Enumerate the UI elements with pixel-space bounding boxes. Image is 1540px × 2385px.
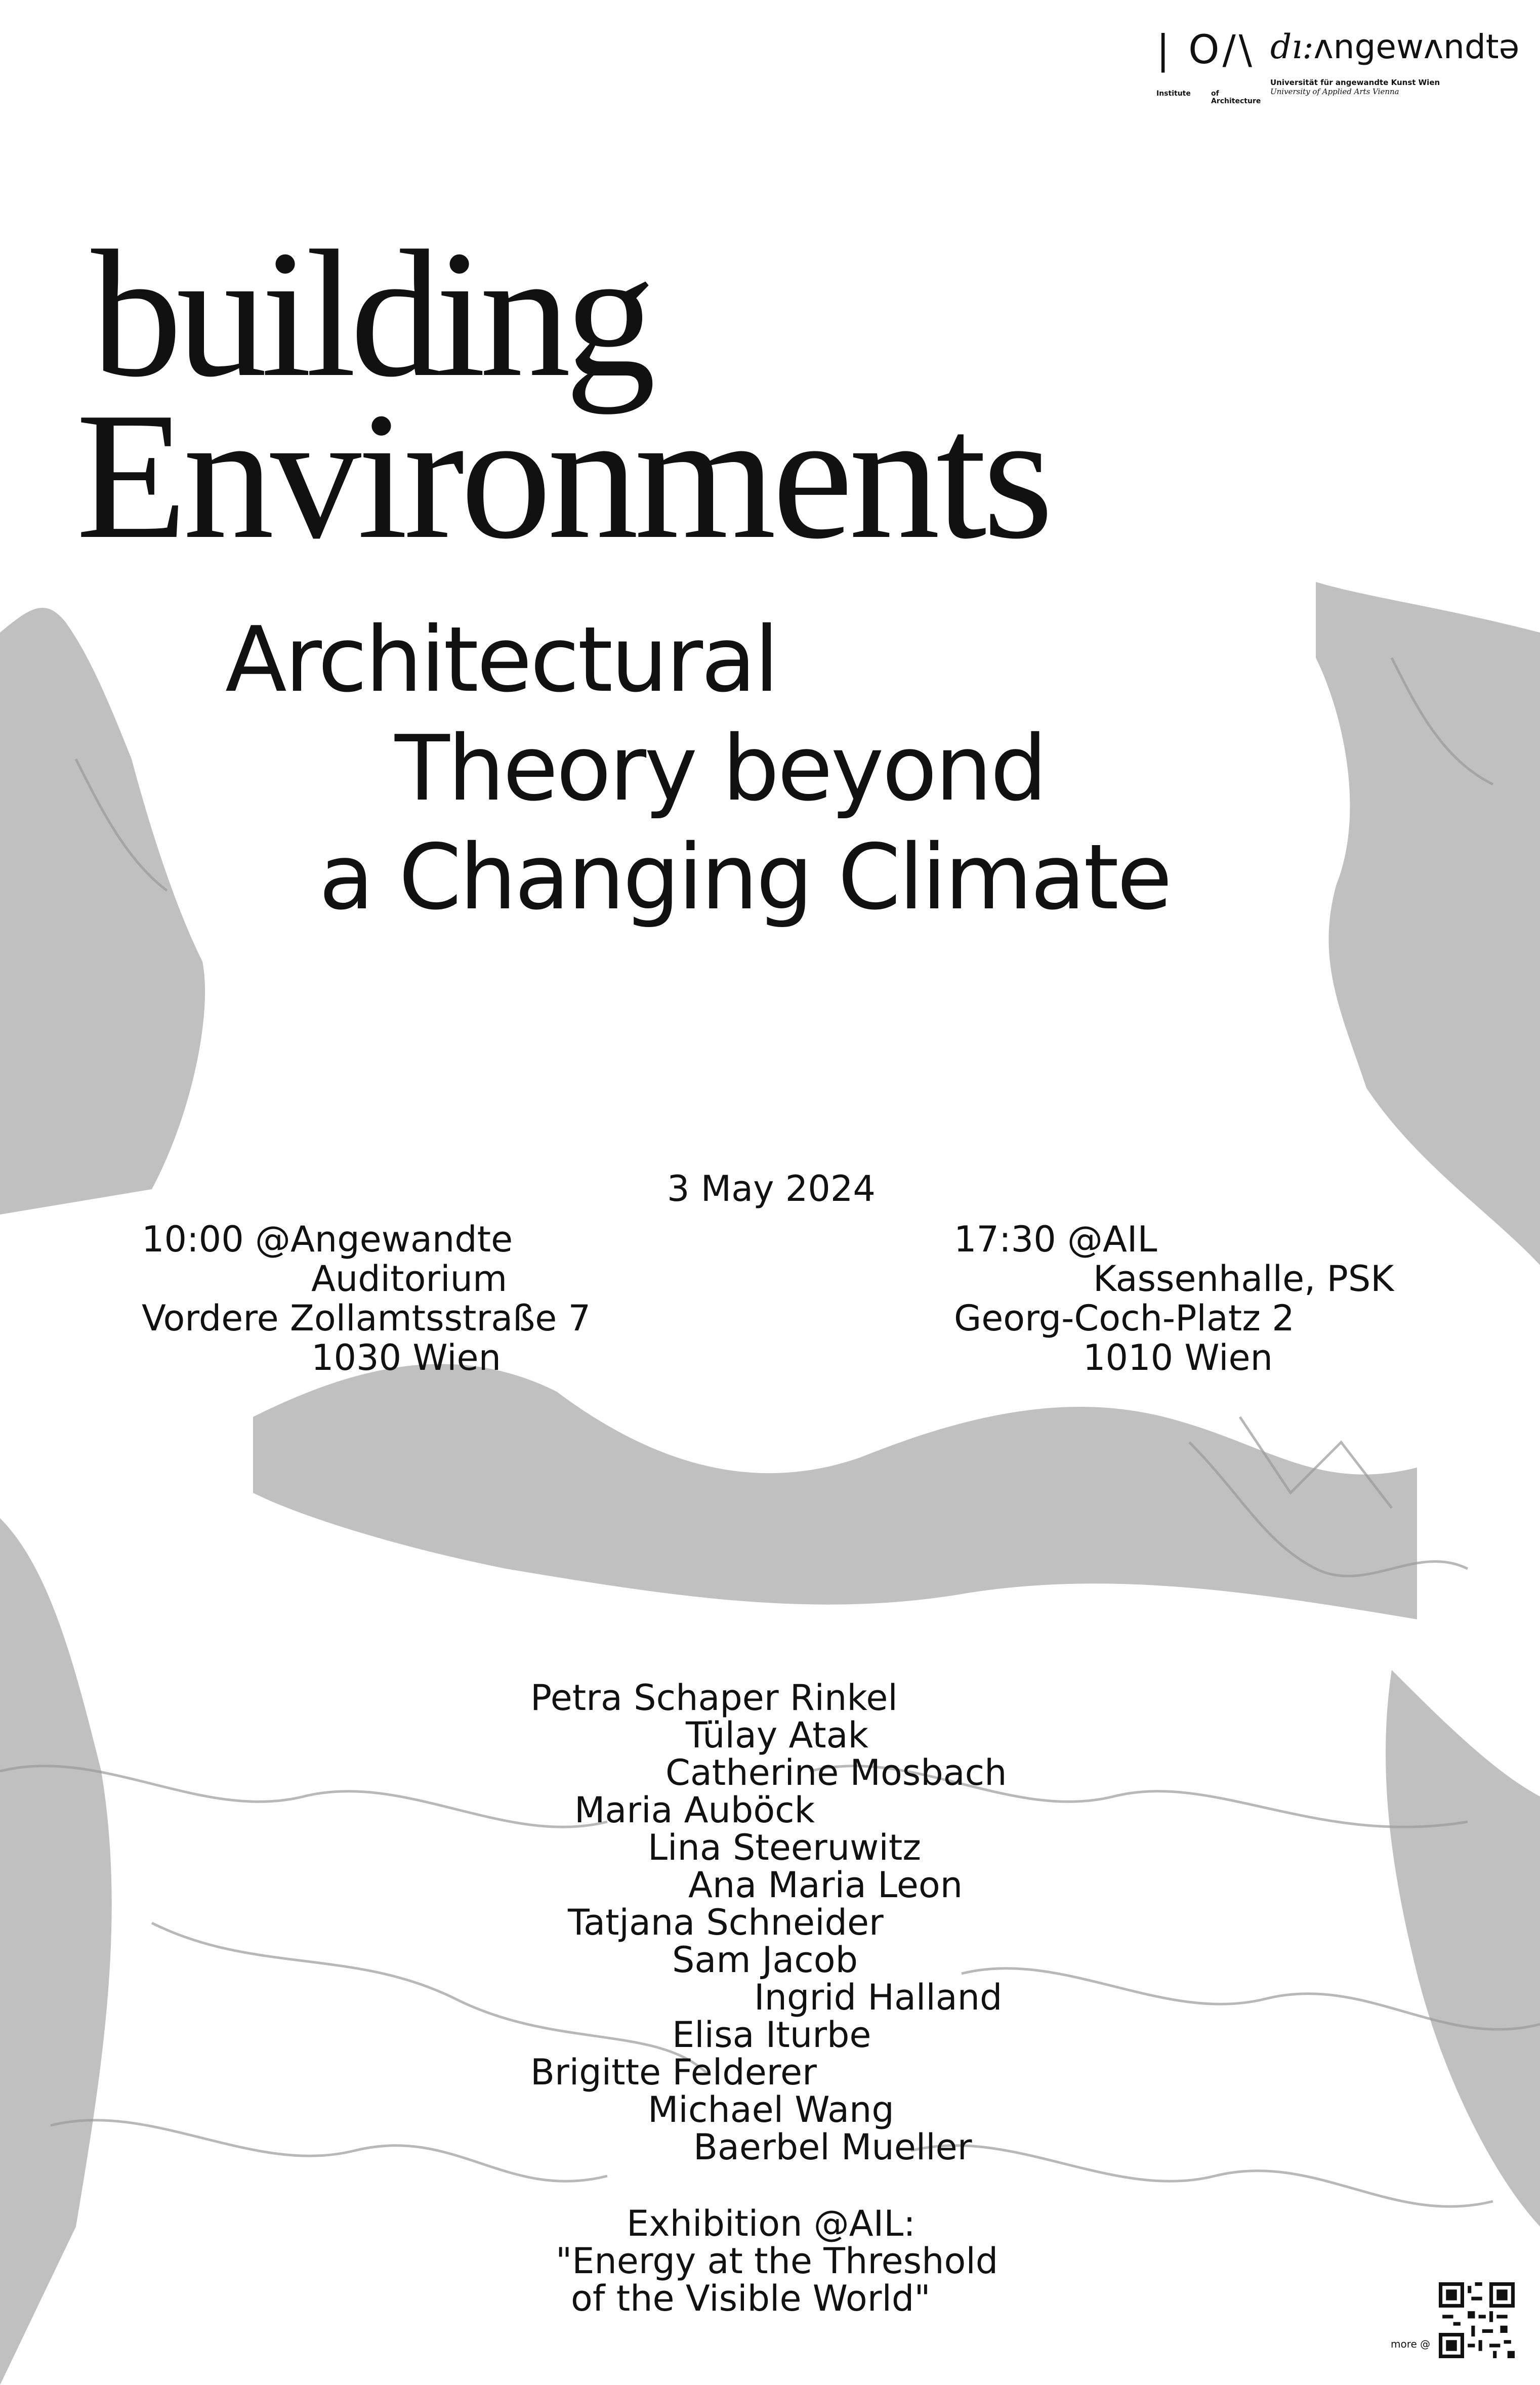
- event-date: 3 May 2024: [667, 1168, 876, 1209]
- venue-right-time: 17:30 @AIL: [954, 1219, 1157, 1260]
- angewandte-logo: [1270, 27, 1523, 116]
- subtitle-line-2: Theory beyond: [395, 716, 1046, 821]
- exhibition-line-2: "Energy at the Threshold: [556, 2240, 998, 2282]
- ioa-logo-mark: | O/\: [1156, 27, 1256, 73]
- speaker-name: Brigitte Felderer: [530, 2052, 817, 2093]
- speaker-name: Ana Maria Leon: [688, 1864, 963, 1906]
- speaker-name: Sam Jacob: [672, 1939, 858, 1981]
- speaker-name: Lina Steeruwitz: [648, 1827, 922, 1868]
- angewandte-subtitle-en: University of Applied Arts Vienna: [1270, 87, 1399, 96]
- speaker-name: Catherine Mosbach: [665, 1752, 1007, 1793]
- speaker-name: Maria Auböck: [574, 1789, 815, 1831]
- qr-code[interactable]: [1439, 2282, 1515, 2358]
- ioa-logo-subtitle-right: [1211, 90, 1261, 106]
- institute-of-architecture-logo: [1156, 27, 1273, 116]
- title-building: building: [91, 213, 650, 414]
- ioa-logo-sub-of: of: [1211, 90, 1219, 98]
- speaker-name: Petra Schaper Rinkel: [530, 1677, 898, 1719]
- speaker-name: Ingrid Halland: [754, 1977, 1003, 2018]
- speaker-name: Michael Wang: [648, 2089, 894, 2130]
- venue-left-street: Vordere Zollamtsstraße 7: [142, 1298, 591, 1339]
- venue-right-city: 1010 Wien: [1083, 1337, 1273, 1378]
- ioa-logo-subtitle-left: Institute: [1156, 90, 1191, 98]
- speaker-name: Baerbel Mueller: [693, 2126, 972, 2168]
- venue-right-room: Kassenhalle, PSK: [1093, 1258, 1394, 1300]
- angewandte-subtitle-de: Universität für angewandte Kunst Wien: [1270, 78, 1440, 87]
- ioa-logo-sub-architecture: Architecture: [1211, 97, 1261, 106]
- angewandte-logo-name: ʌngewʌndtə: [1313, 27, 1520, 66]
- venue-right-street: Georg-Coch-Platz 2: [954, 1298, 1295, 1339]
- exhibition-line-1: Exhibition @AIL:: [627, 2203, 915, 2244]
- speaker-name: Tatjana Schneider: [568, 1902, 884, 1943]
- subtitle-line-3: a Changing Climate: [319, 825, 1171, 930]
- venue-left-time: 10:00 @Angewandte: [142, 1219, 513, 1260]
- venue-left-room: Auditorium: [311, 1258, 508, 1300]
- title-environments: Environments: [76, 374, 1050, 576]
- subtitle-line-1: Architectural: [225, 607, 777, 712]
- more-info-label: more @: [1391, 2338, 1431, 2350]
- exhibition-line-3: of the Visible World": [571, 2278, 931, 2319]
- angewandte-logo-mark: [1270, 27, 1523, 66]
- speaker-name: Elisa Iturbe: [672, 2014, 871, 2056]
- angewandte-logo-prefix: dı:: [1270, 27, 1314, 66]
- speaker-name: Tülay Atak: [686, 1714, 869, 1756]
- venue-left-city: 1030 Wien: [311, 1337, 501, 1378]
